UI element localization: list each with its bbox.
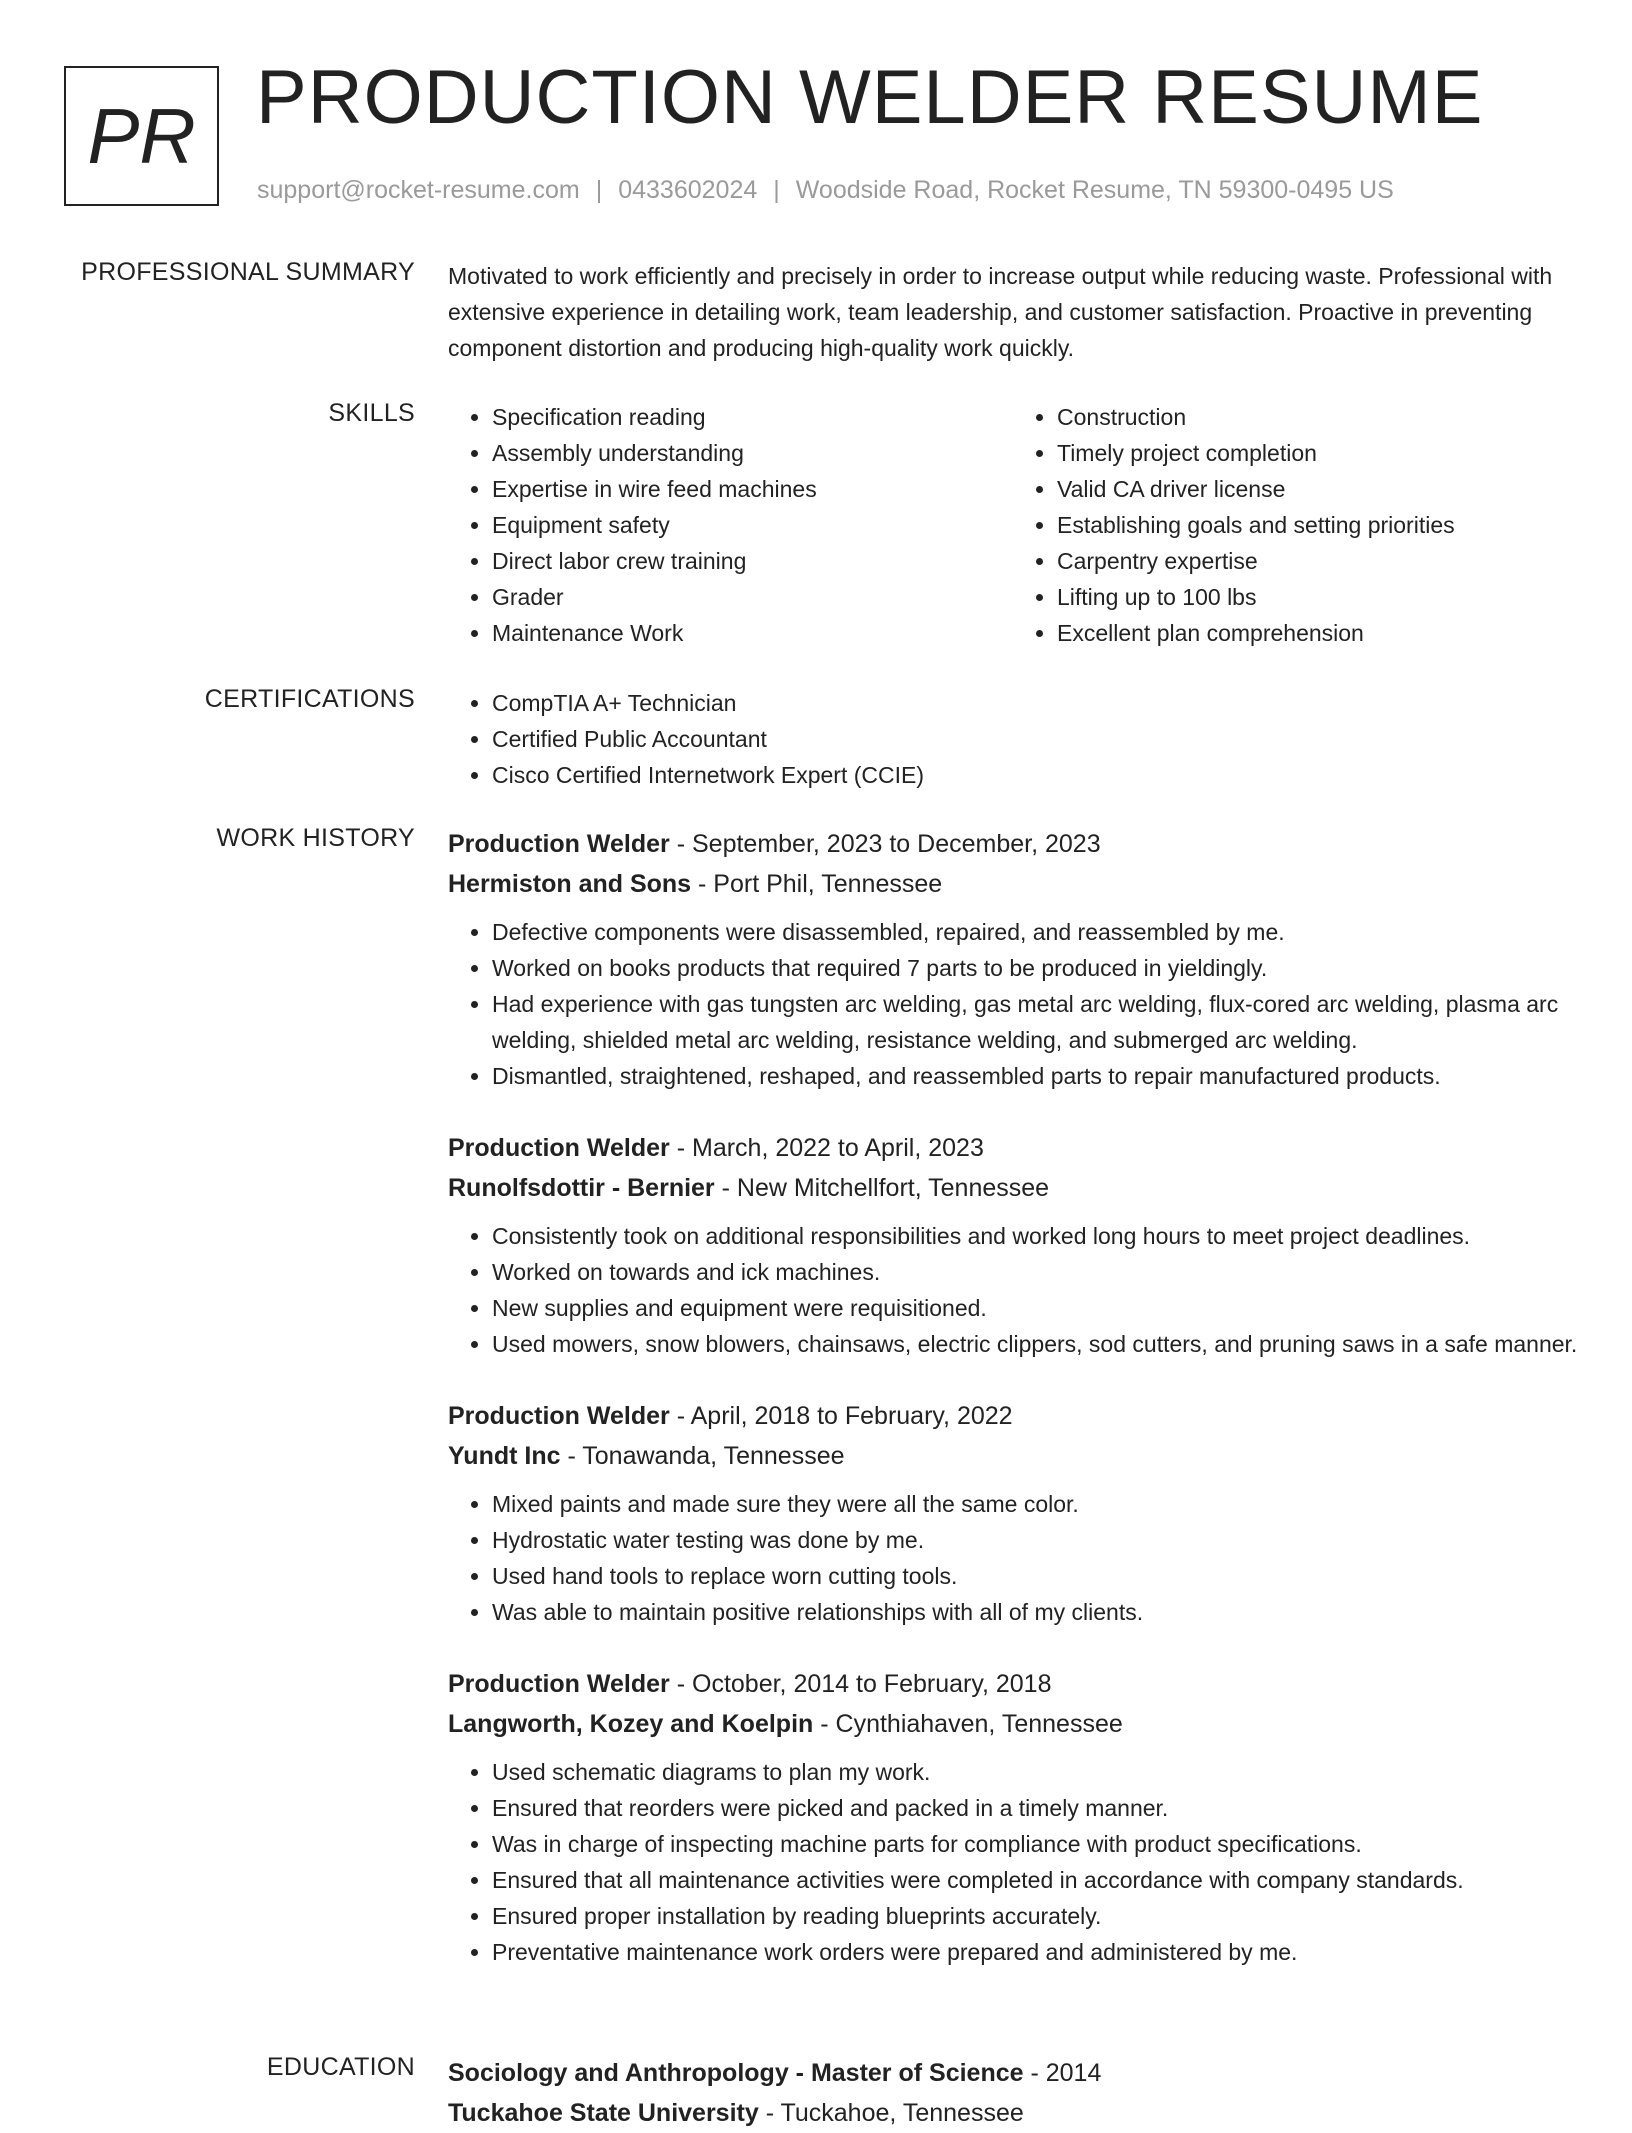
list-item: • Direct labor crew training (492, 543, 1013, 579)
job-location: - Port Phil, Tennessee (691, 870, 943, 898)
list-item: • Ensured that reorders were picked and packed in a timely manner. (492, 1790, 1578, 1826)
list-item: • Timely project completion (1057, 435, 1578, 471)
job-dates: - March, 2022 to April, 2023 (669, 1134, 984, 1162)
job-bullets (448, 1754, 1578, 1970)
work-history-list (448, 824, 1578, 2004)
job-location: - Cynthiahaven, Tennessee (813, 1710, 1123, 1738)
job-company: Runolfsdottir - Bernier (448, 1174, 715, 1202)
skills-list (448, 399, 1578, 651)
school-location: - Tuckahoe, Tennessee (758, 2099, 1024, 2127)
summary-text: Motivated to work efficiently and precisely in order to increase output while reducing waste. Professional with extensive experience in detailing work, team leadership, and customer satisfaction. Proactive in preventing component distortion and producing high-quality work quickly. (448, 263, 1553, 361)
list-item: • Certified Public Accountant (492, 721, 1578, 757)
list-item: • Used mowers, snow blowers, chainsaws, electric clippers, sod cutters, and pruning saws in a safe manner. (492, 1326, 1578, 1362)
education-entry (448, 2053, 1578, 2133)
degree: Sociology and Anthropology - Master of Science (448, 2059, 1024, 2087)
list-item: • Defective components were disassembled, repaired, and reassembled by me. (492, 914, 1578, 950)
list-item: • Was able to maintain positive relationships with all of my clients. (492, 1594, 1578, 1630)
list-item: • Worked on towards and ick machines. (492, 1254, 1578, 1290)
list-item: • Specification reading (492, 399, 1013, 435)
school-line (448, 2093, 1578, 2133)
degree-year: - 2014 (1023, 2059, 1102, 2087)
list-item: • New supplies and equipment were requisitioned. (492, 1290, 1578, 1326)
list-item: • Used schematic diagrams to plan my work. (492, 1754, 1578, 1790)
job-location: - New Mitchellfort, Tennessee (714, 1174, 1050, 1202)
list-item: • Dismantled, straightened, reshaped, and reassembled parts to repair manufactured products. (492, 1058, 1578, 1094)
list-item: • Expertise in wire feed machines (492, 471, 1013, 507)
list-item: • Equipment safety (492, 507, 1013, 543)
job-company: Hermiston and Sons (448, 870, 692, 898)
job-title: Production Welder (448, 1670, 670, 1698)
list-item: • Cisco Certified Internetwork Expert (CCIE) (492, 757, 1578, 793)
job-entry (448, 1664, 1578, 1970)
list-item: • Ensured that all maintenance activities were completed in accordance with company standards. (492, 1862, 1578, 1898)
job-title: Production Welder (448, 830, 670, 858)
job-title-line (448, 1664, 1578, 1704)
list-item: • Construction (1057, 399, 1578, 435)
job-company: Langworth, Kozey and Koelpin (448, 1710, 814, 1738)
job-title-line (448, 1128, 1578, 1168)
contact-address: Woodside Road, Rocket Resume, TN 59300-0495 US (795, 176, 1394, 204)
list-item: • Ensured proper installation by reading blueprints accurately. (492, 1898, 1578, 1934)
job-bullets (448, 1486, 1578, 1630)
job-bullets (448, 1218, 1578, 1362)
section-label-work-history: WORK HISTORY (216, 824, 415, 852)
list-item: • Used hand tools to replace worn cutting tools. (492, 1558, 1578, 1594)
job-dates: - April, 2018 to February, 2022 (669, 1402, 1013, 1430)
job-entry (448, 1396, 1578, 1630)
list-item: • Was in charge of inspecting machine parts for compliance with product specifications. (492, 1826, 1578, 1862)
contact-phone: 0433602024 (618, 176, 758, 204)
skills-column-2 (1013, 399, 1578, 651)
job-title-line (448, 824, 1578, 864)
list-item: • Excellent plan comprehension (1057, 615, 1578, 651)
resume-title: PRODUCTION WELDER RESUME (256, 55, 1484, 140)
section-label-certifications: CERTIFICATIONS (204, 685, 415, 713)
list-item: • Lifting up to 100 lbs (1057, 579, 1578, 615)
job-title: Production Welder (448, 1402, 670, 1430)
list-item: • Maintenance Work (492, 615, 1013, 651)
list-item: • Hydrostatic water testing was done by me. (492, 1522, 1578, 1558)
certifications-list (448, 685, 1578, 793)
list-item: • Worked on books products that required 7 parts to be produced in yieldingly. (492, 950, 1578, 986)
job-location: - Tonawanda, Tennessee (560, 1442, 845, 1470)
job-company-line (448, 864, 1578, 904)
list-item: • Had experience with gas tungsten arc welding, gas metal arc welding, flux-cored arc welding, plasma arc welding, shielded metal arc welding, resistance welding, and submerged arc welding. (492, 986, 1578, 1058)
separator: | (595, 176, 603, 204)
job-company-line (448, 1168, 1578, 1208)
list-item: • Carpentry expertise (1057, 543, 1578, 579)
section-label-skills: SKILLS (328, 399, 415, 427)
list-item: • Establishing goals and setting priorities (1057, 507, 1578, 543)
job-dates: - October, 2014 to February, 2018 (669, 1670, 1052, 1698)
section-label-summary: PROFESSIONAL SUMMARY (81, 258, 415, 286)
job-company: Yundt Inc (448, 1442, 561, 1470)
section-label-education: EDUCATION (266, 2053, 415, 2081)
job-company-line (448, 1436, 1578, 1476)
job-entry (448, 1128, 1578, 1362)
job-title-line (448, 1396, 1578, 1436)
list-item: • Grader (492, 579, 1013, 615)
list-item: • Assembly understanding (492, 435, 1013, 471)
contact-email[interactable]: support@rocket-resume.com (257, 176, 580, 204)
job-bullets (448, 914, 1578, 1094)
job-entry (448, 824, 1578, 1094)
skills-column-1 (448, 399, 1013, 651)
list-item: • Consistently took on additional responsibilities and worked long hours to meet project deadlines. (492, 1218, 1578, 1254)
separator: | (773, 176, 780, 204)
list-item: • Valid CA driver license (1057, 471, 1578, 507)
job-title: Production Welder (448, 1134, 670, 1162)
job-company-line (448, 1704, 1578, 1744)
contact-line (257, 176, 1394, 205)
list-item: • Preventative maintenance work orders were prepared and administered by me. (492, 1934, 1578, 1970)
degree-line (448, 2053, 1578, 2093)
job-dates: - September, 2023 to December, 2023 (669, 830, 1101, 858)
list-item: • CompTIA A+ Technician (492, 685, 1578, 721)
monogram: PR (64, 66, 219, 206)
school: Tuckahoe State University (448, 2099, 759, 2127)
list-item: • Mixed paints and made sure they were all the same color. (492, 1486, 1578, 1522)
